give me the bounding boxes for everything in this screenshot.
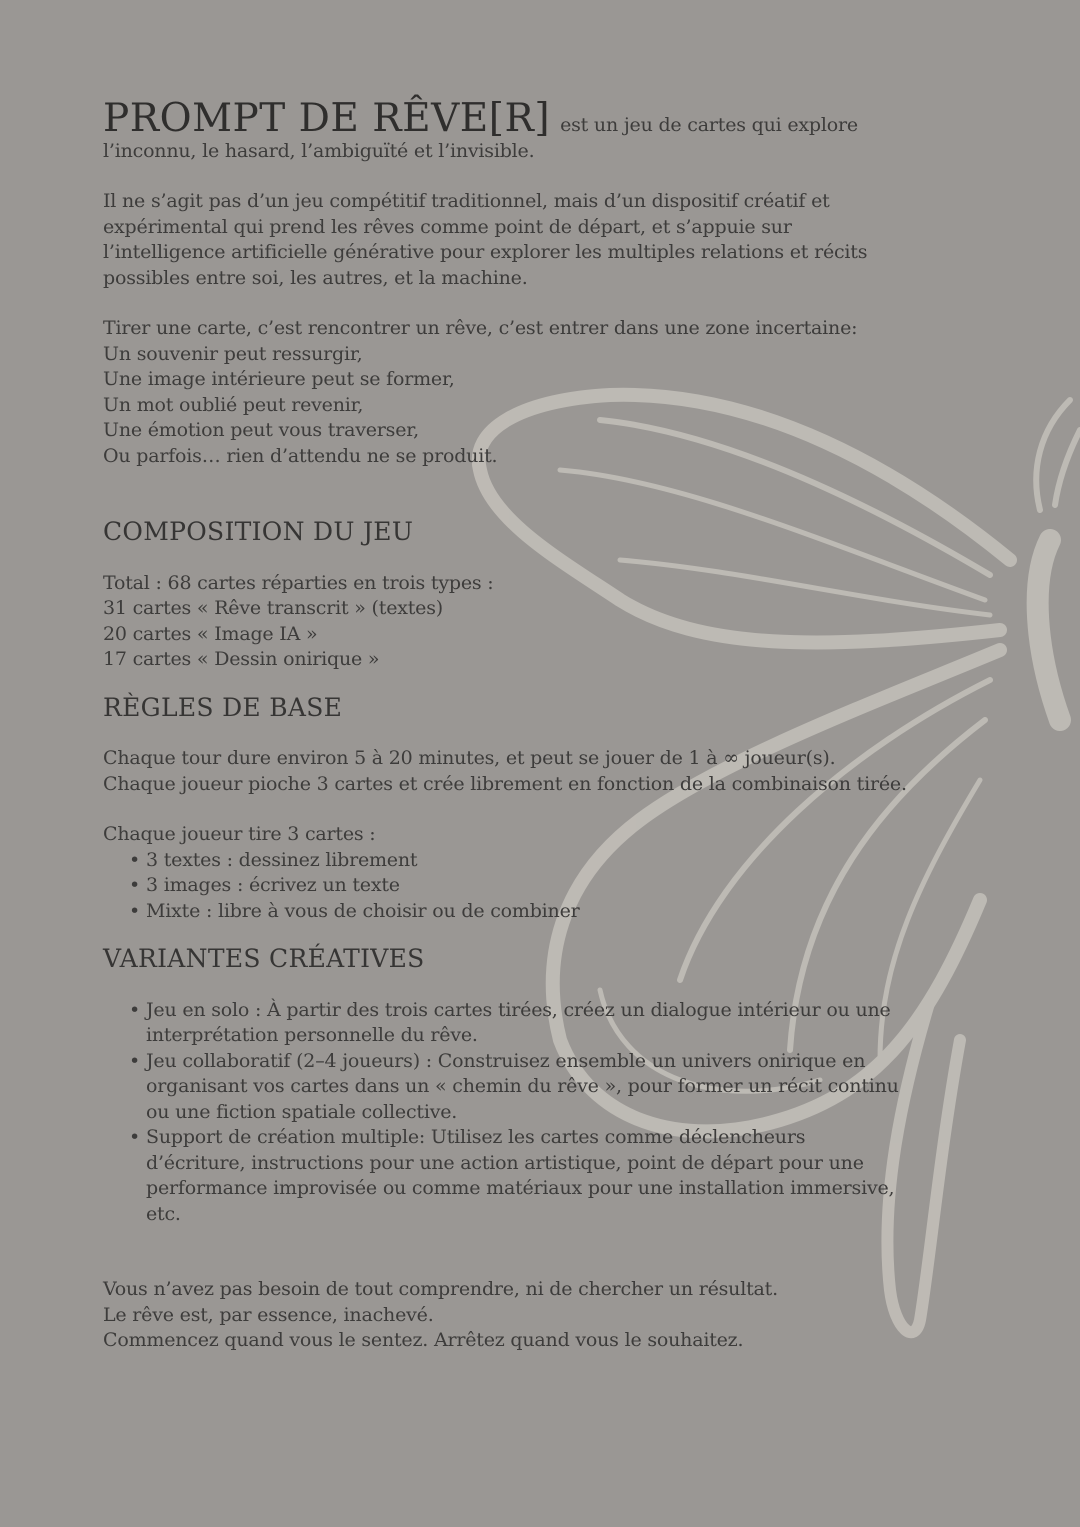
- title-continuation: est un jeu de cartes qui explore: [560, 114, 858, 136]
- variant-line: • Support de création multiple: Utilisez les cartes comme déclencheurs: [146, 1126, 806, 1148]
- draw-paragraph: [103, 316, 993, 469]
- list-item: • 3 images : écrivez un texte: [125, 873, 993, 899]
- variant-line: ou une fiction spatiale collective.: [146, 1100, 458, 1123]
- rules-draw-intro: Chaque joueur tire 3 cartes :: [103, 823, 376, 845]
- variant-line: • Jeu collaboratif (2–4 joueurs) : Construisez ensemble un univers onirique en: [146, 1049, 866, 1072]
- draw-line: Un mot oublié peut revenir,: [103, 393, 364, 416]
- game-title: PROMPT DE RÊVE[R]: [103, 96, 551, 141]
- composition-line: Total : 68 cartes réparties en trois types :: [103, 571, 494, 594]
- document-body: [103, 96, 993, 1354]
- list-item: • Mixte : libre à vous de choisir ou de combiner: [125, 899, 993, 925]
- composition-line: 17 cartes « Dessin onirique »: [103, 648, 380, 670]
- rules-heading: RÈGLES DE BASE: [103, 692, 343, 722]
- list-item: [125, 1049, 993, 1126]
- title-line-2: l’inconnu, le hasard, l’ambiguïté et l’invisible.: [103, 139, 535, 162]
- variant-line: performance improvisée ou comme matériaux pour une installation immersive,: [146, 1177, 895, 1199]
- draw-line: Une image intérieure peut se former,: [103, 368, 455, 390]
- list-item: [125, 998, 993, 1049]
- intro-line: Il ne s’agit pas d’un jeu compétitif traditionnel, mais d’un dispositif créatif et: [103, 190, 830, 212]
- variant-line: etc.: [146, 1202, 181, 1225]
- closing-line: Vous n’avez pas besoin de tout comprendre, ni de chercher un résultat.: [103, 1278, 778, 1300]
- closing-line: Le rêve est, par essence, inachevé.: [103, 1303, 434, 1326]
- composition-line: 31 cartes « Rêve transcrit » (textes): [103, 597, 443, 619]
- list-item: [125, 1125, 993, 1227]
- intro-line: possibles entre soi, les autres, et la machine.: [103, 266, 528, 289]
- rules-bullet-list: [103, 848, 993, 925]
- variant-line: • Jeu en solo : À partir des trois cartes tirées, créez un dialogue intérieur ou une: [146, 998, 891, 1021]
- draw-line: Une émotion peut vous traverser,: [103, 419, 419, 441]
- draw-line: Tirer une carte, c’est rencontrer un rêve, c’est entrer dans une zone incertaine:: [103, 317, 858, 339]
- intro-line: expérimental qui prend les rêves comme point de départ, et s’appuie sur: [103, 215, 792, 238]
- variant-line: d’écriture, instructions pour une action artistique, point de départ pour une: [146, 1151, 864, 1174]
- variants-bullet-list: [103, 998, 993, 1228]
- title-line: [103, 96, 993, 141]
- closing-line: Commencez quand vous le sentez. Arrêtez quand vous le souhaitez.: [103, 1329, 744, 1351]
- rules-line: Chaque tour dure environ 5 à 20 minutes, et peut se jouer de 1 à ∞ joueur(s).: [103, 747, 836, 769]
- draw-line: Un souvenir peut ressurgir,: [103, 342, 363, 365]
- list-item: • 3 textes : dessinez librement: [125, 848, 993, 874]
- draw-line: Ou parfois… rien d’attendu ne se produit.: [103, 444, 498, 467]
- variant-line: interprétation personnelle du rêve.: [146, 1024, 478, 1046]
- closing-paragraph: [103, 1277, 993, 1354]
- variants-heading: VARIANTES CRÉATIVES: [103, 944, 425, 973]
- intro-line: l’intelligence artificielle générative pour explorer les multiples relations et récits: [103, 241, 868, 263]
- composition-list: [103, 571, 993, 673]
- variant-line: organisant vos cartes dans un « chemin du rêve », pour former un récit continu: [146, 1075, 899, 1097]
- intro-paragraph: [103, 189, 993, 291]
- rules-line: Chaque joueur pioche 3 cartes et crée librement en fonction de la combinaison tirée.: [103, 772, 907, 795]
- composition-heading: COMPOSITION DU JEU: [103, 517, 414, 546]
- composition-line: 20 cartes « Image IA »: [103, 622, 318, 645]
